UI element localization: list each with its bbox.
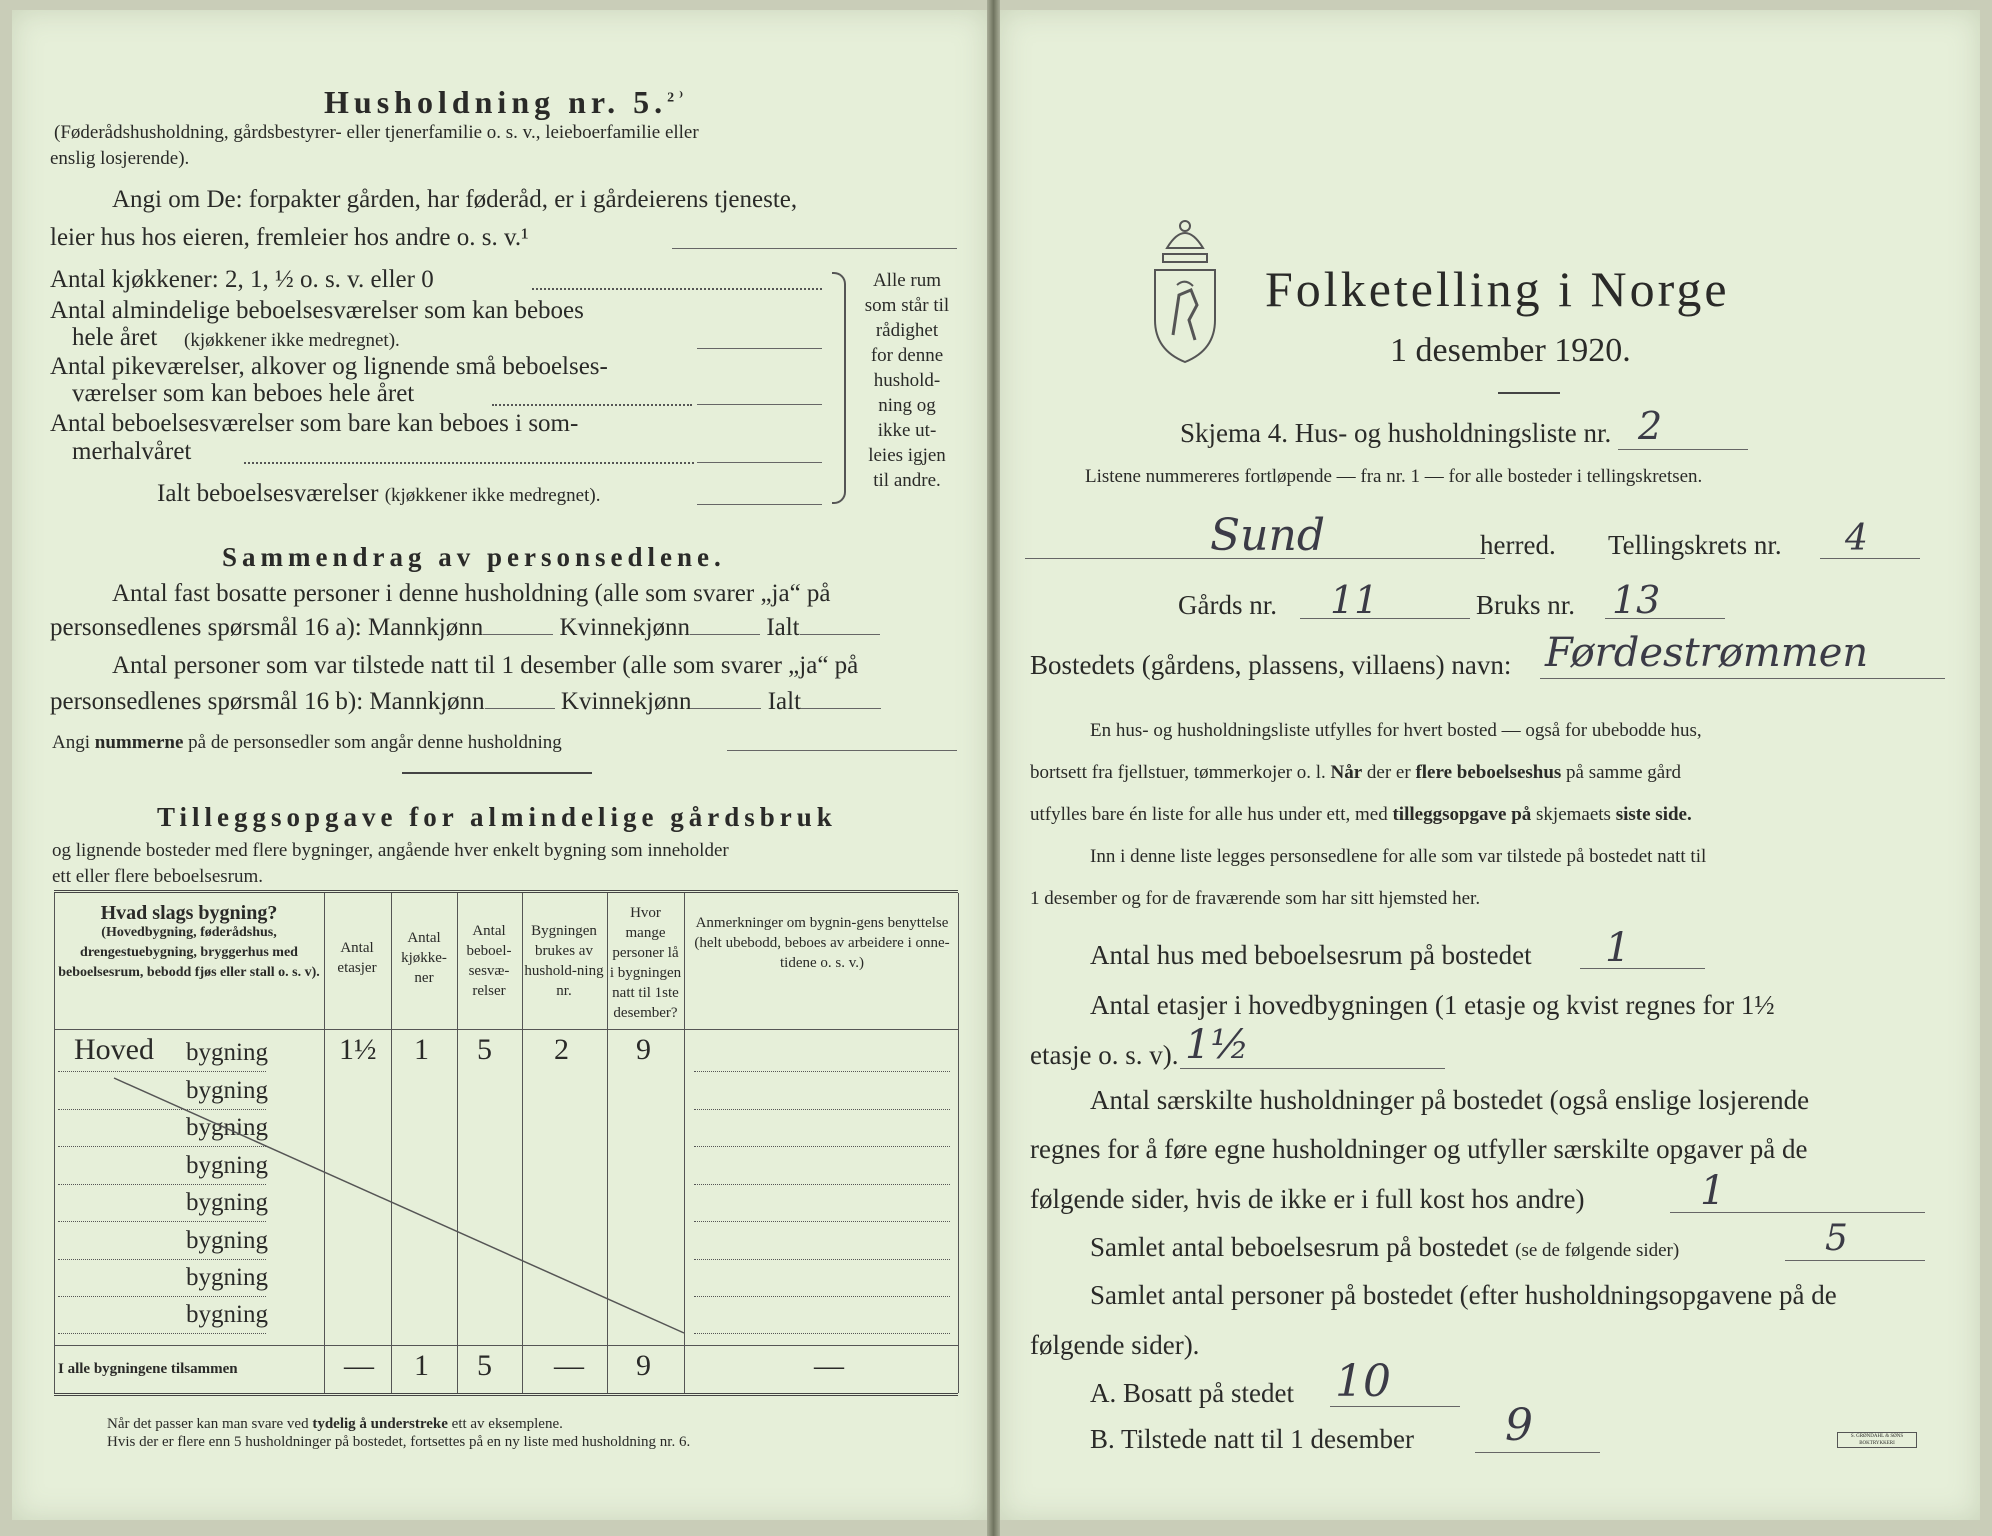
- row-label: bygning: [186, 1301, 268, 1328]
- sarskilte-value: 1: [1700, 1168, 1726, 1214]
- bosted-label: Bostedets (gårdens, plassens, villaens) navn:: [1030, 650, 1512, 680]
- total-brukes-value: —: [554, 1349, 584, 1382]
- gards-value: 11: [1330, 578, 1379, 622]
- sammendrag-title: Sammendrag av personsedlene.: [222, 542, 726, 572]
- row-label: bygning: [186, 1039, 268, 1066]
- etasjer-line-2: etasje o. s. v).: [1030, 1040, 1179, 1070]
- total-beboelse-value: 5: [477, 1349, 492, 1382]
- skjema-number-value: 2: [1638, 404, 1663, 448]
- rooms-ordinary: Antal almindelige beboelsesværelser som kan beboes: [50, 297, 584, 324]
- tillegg-title: Tilleggsopgave for almindelige gårdsbruk: [157, 802, 837, 832]
- nummerne-line: Angi nummerne på de personsedler som angår denne husholdning: [52, 732, 562, 753]
- row-personer-value: 9: [636, 1033, 651, 1066]
- title-divider: [1498, 392, 1560, 394]
- rooms-summer-line: [697, 462, 822, 463]
- rooms-small-cont: værelser som kan beboes hele året: [72, 380, 415, 407]
- fast-ialt-label: Ialt: [766, 614, 800, 641]
- nummerering-note: Listene nummereres fortløpende — fra nr. 1 — for alle bosteder i tellingskretsen.: [1085, 466, 1703, 487]
- cross-out-stroke: [54, 893, 958, 1345]
- rooms-summer-cont: merhalvåret: [72, 438, 192, 465]
- form-date: 1 desember 1920.: [1390, 332, 1631, 369]
- form-title: Folketelling i Norge: [1265, 261, 1730, 317]
- section-divider: [402, 772, 592, 774]
- row-label: bygning: [186, 1189, 268, 1216]
- skjema-label: Skjema 4. Hus- og husholdningsliste nr.: [1180, 418, 1612, 448]
- ialt-rooms-note: (kjøkkener ikke medregnet).: [384, 485, 601, 506]
- krets-value: 4: [1845, 518, 1868, 559]
- printer-stamp: S. GRØNDAHL & SØNS BOKTRYKKERI: [1837, 1432, 1917, 1448]
- header-personer: Hvor mange personer lå i bygningen natt til 1ste desember?: [609, 905, 682, 1021]
- tilstede-line-1: Antal personer som var tilstede natt til 1 desember (alle som svarer „ja“ på: [112, 652, 859, 679]
- bosted-value: Førdestrømmen: [1545, 630, 1869, 676]
- row-label: bygning: [186, 1077, 268, 1104]
- rooms-ordinary-line: [697, 348, 822, 349]
- header-brukes: Bygningen brukes av hushold-ning nr.: [524, 923, 604, 999]
- etasjer-line-1: Antal etasjer i hovedbygningen (1 etasje og kvist regnes for 1½: [1090, 990, 1775, 1020]
- heading-footnote-mark: 2⁾: [667, 90, 689, 106]
- bosatt-value: 10: [1335, 1356, 1391, 1407]
- bosted-line: [1540, 678, 1945, 679]
- skjema-line: [1180, 404, 1748, 450]
- krets-label: Tellingskrets nr.: [1608, 530, 1782, 560]
- sarskilte-line-3: følgende sider, hvis de ikke er i full kost hos andre): [1030, 1184, 1585, 1214]
- household-subheading-1: (Føderådshusholdning, gårdsbestyrer- eller tjenerfamilie o. s. v., leieboerfamilie eller: [54, 122, 699, 143]
- row-label: bygning: [186, 1264, 268, 1291]
- samlet-rum-line-answer: [1785, 1260, 1925, 1261]
- angi-line-1: Angi om De: forpakter gården, har føderåd, er i gårdeierens tjeneste,: [112, 186, 798, 213]
- row-type-value: Hoved: [74, 1033, 154, 1066]
- fast-line-2: personsedlenes spørsmål 16 a): Mannkjønn Kvinnekjønn Ialt: [50, 614, 880, 642]
- rooms-kitchens: Antal kjøkkener: 2, 1, ½ o. s. v. eller 0: [50, 266, 434, 293]
- tilstede-value: 9: [1505, 1400, 1533, 1451]
- instruction-4: Inn i denne liste legges personsedlene for alle som var tilstede på bostedet natt til: [1090, 846, 1707, 867]
- hus-label: Antal hus med beboelsesrum på bostedet: [1090, 940, 1532, 970]
- angi-answer-line: [672, 248, 957, 249]
- totals-label: I alle bygningene tilsammen: [58, 1361, 238, 1377]
- total-kjokkener-value: 1: [414, 1349, 429, 1382]
- total-personer-value: 9: [636, 1349, 651, 1382]
- row-etasjer-value: 1½: [339, 1033, 377, 1066]
- hus-value: 1: [1605, 925, 1631, 971]
- totals-row: [54, 1349, 958, 1390]
- rooms-bracket: [832, 272, 846, 504]
- herred-value: Sund: [1210, 510, 1325, 561]
- fast-line-1: Antal fast bosatte personer i denne husholdning (alle som svarer „ja“ på: [112, 580, 831, 607]
- row-label: bygning: [186, 1152, 268, 1179]
- instruction-5: 1 desember og for de fraværende som har sitt hjemsted her.: [1030, 888, 1481, 909]
- tilstede-line-2: personsedlenes spørsmål 16 b): Mannkjønn Kvinnekjønn Ialt: [50, 688, 881, 716]
- total-anmerkninger-value: —: [814, 1349, 844, 1382]
- samlet-personer-line-2: følgende sider).: [1030, 1330, 1200, 1360]
- bruks-label: Bruks nr.: [1476, 590, 1576, 620]
- header-anmerkninger: Anmerkninger om bygnin-gens benyttelse (helt ubebodd, beboes av arbeidere i onne-tidene o. s. v.): [694, 915, 950, 971]
- instruction-2: bortsett fra fjellstuer, tømmerkojer o. l. Når der er flere beboelseshus på samme gård: [1030, 762, 1682, 783]
- instruction-3: utfylles bare én liste for alle hus under ett, med tilleggsopgave på skjemaets siste side.: [1030, 804, 1692, 825]
- etasjer-value: 1½: [1185, 1022, 1250, 1068]
- ialt-rooms-line: [697, 504, 822, 505]
- gards-line: [1300, 618, 1470, 619]
- left-page: [12, 10, 987, 1520]
- instruction-1: En hus- og husholdningsliste utfylles for hvert bosted — også for ubebodde hus,: [1090, 720, 1702, 741]
- rooms-small-dots: [492, 404, 692, 406]
- footnote-2: Hvis der er flere enn 5 husholdninger på bostedet, fortsettes på en ny liste med husholdning nr. 6.: [107, 1434, 691, 1450]
- bruks-value: 13: [1612, 578, 1661, 622]
- header-type: Hvad slags bygning? (Hovedbygning, føderådshus, drengestuebygning, bryggerhus med beboelsesrum, bebodd fjøs eller stall o. s. v).: [58, 902, 320, 980]
- book-spine: [987, 0, 1000, 1536]
- samlet-rum-line: Samlet antal beboelsesrum på bostedet (se de følgende sider): [1090, 1232, 1680, 1262]
- angi-line-2: leier hus hos eieren, fremleier hos andre o. s. v.¹: [50, 224, 529, 251]
- tilstede-line: [1475, 1452, 1600, 1453]
- tilstede-label: B. Tilstede natt til 1 desember: [1090, 1424, 1414, 1454]
- footnote-1: Når det passer kan man svare ved tydelig å understreke ett av eksemplene.: [107, 1416, 563, 1432]
- rooms-summer: Antal beboelsesværelser som bare kan beboes i som-: [50, 410, 579, 437]
- row-beboelse-value: 5: [477, 1033, 492, 1066]
- bosatt-label: A. Bosatt på stedet: [1090, 1378, 1294, 1408]
- samlet-rum-note: (se de følgende sider): [1515, 1240, 1680, 1261]
- rooms-ordinary-cont: hele året: [72, 324, 158, 351]
- nummerne-answer-line: [727, 750, 957, 751]
- tillegg-line-1: og lignende bosteder med flere bygninger, angående hver enkelt bygning som inneholder: [52, 840, 729, 861]
- rooms-ordinary-note: (kjøkkener ikke medregnet).: [184, 330, 400, 351]
- rooms-small-line: [697, 404, 822, 405]
- building-table: [54, 890, 958, 1396]
- row-brukes-value: 2: [554, 1033, 569, 1066]
- row-label: bygning: [186, 1227, 268, 1254]
- rooms-small: Antal pikeværelser, alkover og lignende små beboelses-: [50, 353, 608, 380]
- etasjer-answer-line: [1180, 1068, 1445, 1069]
- tilstede-ialt-label: Ialt: [767, 688, 802, 715]
- row-label: bygning: [186, 1114, 268, 1141]
- rooms-summer-dots: [244, 462, 694, 464]
- household-subheading-2: enslig losjerende).: [50, 148, 190, 169]
- herred-label: herred.: [1480, 530, 1556, 560]
- krets-line: [1820, 558, 1920, 559]
- tilstede-kvinne-label: Kvinnekjønn: [560, 688, 692, 715]
- total-etasjer-value: —: [344, 1349, 374, 1382]
- right-page: [1000, 10, 1980, 1520]
- sarskilte-line-1: Antal særskilte husholdninger på bostedet (også enslige losjerende: [1090, 1085, 1810, 1115]
- household-heading: Husholdning nr. 5.$^{2^)}$: [324, 84, 689, 120]
- gards-label: Gårds nr.: [1178, 590, 1277, 620]
- row-kjokkener-value: 1: [414, 1033, 429, 1066]
- header-beboelse: Antal beboel-sesvæ-relser: [466, 923, 512, 999]
- fast-kvinne-label: Kvinnekjønn: [559, 614, 691, 641]
- hus-line: [1580, 968, 1705, 969]
- bracket-note: Alle rum som står til rådighet for denne hushold- ning og ikke ut- leies igjen til andre.: [864, 270, 950, 491]
- samlet-rum-value: 5: [1825, 1218, 1848, 1259]
- header-etasjer: Antal etasjer: [337, 940, 377, 976]
- tillegg-line-2: ett eller flere beboelsesrum.: [52, 866, 264, 887]
- sarskilte-line-2: regnes for å føre egne husholdninger og utfyller særskilte opgaver på de: [1030, 1134, 1808, 1164]
- ialt-rooms: [157, 480, 600, 508]
- coat-of-arms-icon: [1145, 210, 1225, 370]
- samlet-personer-line-1: Samlet antal personer på bostedet (efter husholdningsopgavene på de: [1090, 1280, 1837, 1310]
- ialt-rooms-label: Ialt beboelsesværelser: [157, 480, 379, 507]
- header-kjokkener: Antal kjøkke-ner: [401, 930, 447, 986]
- kitchens-dots: [532, 288, 822, 290]
